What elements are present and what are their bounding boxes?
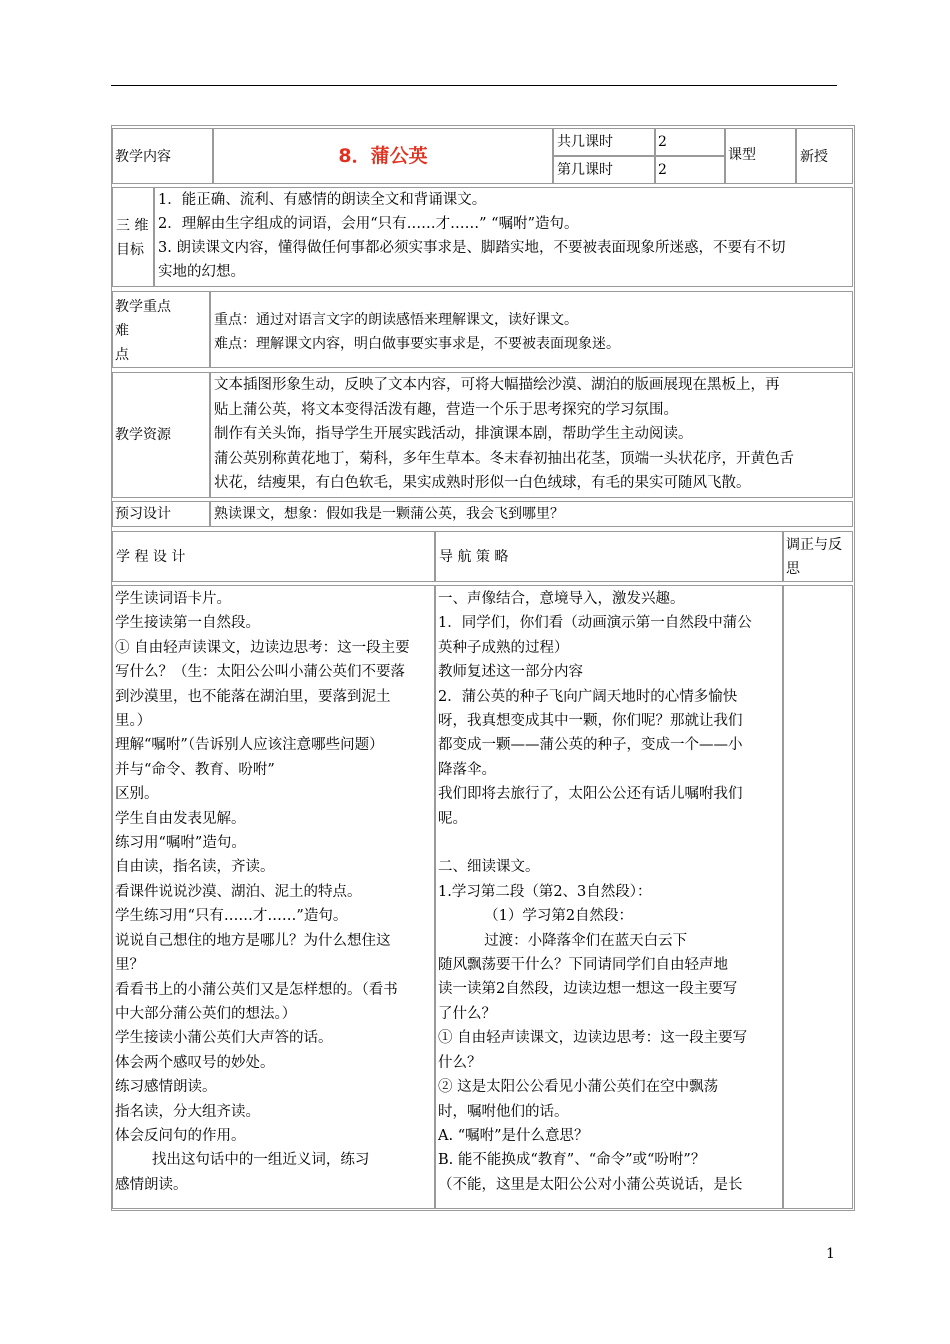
strategy-line: （不能，这里是太阳公公对小蒲公英说话，是长 <box>438 1176 743 1193</box>
type-value: 新授 <box>800 149 828 165</box>
preview-text: 熟读课文，想象：假如我是一颗蒲公英，我会飞到哪里？ <box>214 506 564 522</box>
reflection-header-cell <box>783 531 853 582</box>
header-rule <box>111 85 837 86</box>
strategy-line: 呢。 <box>438 810 467 827</box>
reflection-header-line2: 思 <box>786 561 800 577</box>
lesson-no-value-cell <box>655 156 725 184</box>
total-lessons-value-cell <box>655 128 725 156</box>
resources-label-cell <box>112 372 210 498</box>
learning-line: 练习感情朗读。 <box>115 1079 217 1096</box>
learning-line: 学生接读第一自然段。 <box>115 615 260 632</box>
type-label: 课型 <box>728 147 756 163</box>
reflection-column <box>783 585 853 1209</box>
focus-content-cell <box>210 291 853 368</box>
strategy-line <box>438 831 782 855</box>
learning-line: 练习用“嘱咐”造句。 <box>115 835 246 852</box>
goal-item: 实地的幻想。 <box>158 264 245 280</box>
goal-item: 2．理解由生字组成的词语，会用“只有……才……” “嘱咐”造句。 <box>158 216 579 232</box>
lesson-no-label-cell <box>553 156 655 184</box>
learning-line: 体会两个感叹号的妙处。 <box>115 1054 275 1071</box>
strategy-line: 呀，我真想变成其中一颗，你们呢？那就让我们 <box>438 713 743 730</box>
learning-header-cell <box>112 531 435 582</box>
strategy-line: 了什么？ <box>438 1005 496 1022</box>
learning-line: 学生练习用“只有……才……”造句。 <box>115 908 348 925</box>
focus-label-cell <box>112 291 210 368</box>
preview-label-cell <box>112 501 210 527</box>
learning-column <box>112 585 435 1209</box>
learning-line: 找出这句话中的一组近义词，练习 <box>115 1152 370 1169</box>
lesson-no-label: 第几课时 <box>557 162 613 178</box>
strategy-line: 读一读第2自然段，边读边想一想这一段主要写 <box>438 981 738 998</box>
focus-label-line1: 教学重点 <box>115 299 171 315</box>
learning-line: 感情朗读。 <box>115 1176 188 1193</box>
strategy-header-cell <box>435 531 783 582</box>
learning-line: ① 自由轻声读课文，边读边思考：这一段主要 <box>115 639 410 656</box>
learning-line: 自由读，指名读，齐读。 <box>115 859 275 876</box>
strategy-line: 英种子成熟的过程） <box>438 639 569 656</box>
resource-line: 蒲公英别称黄花地丁，菊科，多年生草本。冬末春初抽出花茎，顶端一头状花序，开黄色舌 <box>214 450 794 467</box>
learning-line: 到沙漠里，也不能落在湖泊里，要落到泥土 <box>115 688 391 705</box>
strategy-line: （1）学习第2自然段： <box>438 908 634 925</box>
strategy-line: B. 能不能换成“教育”、“命令”或“吩咐”？ <box>438 1152 706 1169</box>
strategy-line: 2．蒲公英的种子飞向广阔天地时的心情多愉快 <box>438 688 738 705</box>
page-number: 1 <box>826 1246 835 1262</box>
resource-line: 贴上蒲公英，将文本变得活泼有趣，营造一个乐于思考探究的学习氛围。 <box>214 401 678 418</box>
lesson-title: 8．蒲公英 <box>338 145 428 167</box>
reflection-header-line1: 调正与反 <box>786 537 842 553</box>
learning-line: 里。） <box>115 713 152 730</box>
learning-line: 学生读词语卡片。 <box>115 591 231 607</box>
learning-line: 说说自己想住的地方是哪儿？为什么想住这 <box>115 932 391 949</box>
strategy-line: ① 自由轻声读课文，边读边思考：这一段主要写 <box>438 1030 748 1047</box>
focus-difficulty: 难点：理解课文内容，明白做事要实事求是，不要被表面现象迷。 <box>214 336 620 352</box>
resource-line: 文本插图形象生动，反映了文本内容，可将大幅描绘沙漠、湖泊的版画展现在黑板上，再 <box>214 377 780 393</box>
strategy-line: 二、细读课文。 <box>438 859 540 876</box>
goals-content-cell <box>154 187 853 287</box>
learning-line: 看看书上的小蒲公英们又是怎样想的。（看书 <box>115 981 398 998</box>
resource-line: 制作有关头饰，指导学生开展实践活动，排演课本剧，帮助学生主动阅读。 <box>214 426 693 442</box>
content-label: 教学内容 <box>115 149 171 165</box>
learning-line: 写什么？（生：太阳公公叫小蒲公英们不要落 <box>115 664 405 681</box>
content-label-cell <box>112 128 213 184</box>
strategy-line: 什么？ <box>438 1054 482 1071</box>
focus-key: 重点：通过对语言文字的朗读感悟来理解课文，读好课文。 <box>214 312 578 328</box>
learning-line: 看课件说说沙漠、湖泊、泥土的特点。 <box>115 883 362 900</box>
learning-line: 指名读，分大组齐读。 <box>115 1103 260 1120</box>
focus-label-line2: 难 <box>115 323 129 339</box>
lesson-no-value: 2 <box>658 162 667 178</box>
strategy-line: 都变成一颗——蒲公英的种子，变成一个——小 <box>438 737 743 754</box>
learning-line: 理解“嘱咐”（告诉别人应该注意哪些问题） <box>115 737 384 754</box>
resources-content-cell <box>210 372 853 498</box>
type-value-cell <box>796 128 853 184</box>
type-label-cell <box>725 128 796 184</box>
strategy-line: 教师复述这一部分内容 <box>438 664 583 681</box>
strategy-line: 时，嘱咐他们的话。 <box>438 1103 569 1120</box>
learning-line: 学生接读小蒲公英们大声答的话。 <box>115 1030 333 1047</box>
total-lessons-value: 2 <box>658 134 667 150</box>
preview-content-cell <box>210 501 853 527</box>
preview-label: 预习设计 <box>115 506 171 522</box>
learning-header: 学 程 设 计 <box>116 549 186 565</box>
learning-line: 体会反问句的作用。 <box>115 1127 246 1144</box>
learning-line: 区别。 <box>115 786 159 803</box>
focus-label-line3: 点 <box>115 347 129 363</box>
strategy-line: ② 这是太阳公公看见小蒲公英们在空中飘荡 <box>438 1079 719 1096</box>
learning-line: 中大部分蒲公英们的想法。） <box>115 1005 297 1022</box>
resources-label: 教学资源 <box>115 427 171 443</box>
strategy-line: 一、声像结合，意境导入，激发兴趣。 <box>438 591 685 607</box>
lesson-title-cell <box>213 128 553 184</box>
strategy-line: A. “嘱咐”是什么意思？ <box>438 1127 589 1144</box>
learning-line: 学生自由发表见解。 <box>115 810 246 827</box>
goal-item: 3. 朗读课文内容，懂得做任何事都必须实事求是、脚踏实地，不要被表面现象所迷惑，不要有不切 <box>158 240 786 256</box>
goals-label-line1: 三 维 <box>116 218 149 234</box>
strategy-line: 降落伞。 <box>438 761 496 778</box>
strategy-line: 1.学习第二段（第2、3自然段）： <box>438 883 652 900</box>
strategy-column <box>435 585 783 1209</box>
strategy-line: 我们即将去旅行了，太阳公公还有话儿嘱咐我们 <box>438 786 743 803</box>
strategy-header: 导 航 策 略 <box>439 549 509 565</box>
total-lessons-label-cell <box>553 128 655 156</box>
learning-line: 里？ <box>115 957 144 974</box>
goal-item: 1．能正确、流利、有感情的朗读全文和背诵课文。 <box>158 192 487 208</box>
strategy-line: 过渡：小降落伞们在蓝天白云下 <box>438 932 688 949</box>
resource-line: 状花，结瘦果，有白色软毛，果实成熟时形似一白色绒球，有毛的果实可随风飞散。 <box>214 475 751 491</box>
goals-label-line2: 目标 <box>116 242 144 258</box>
strategy-line: 1．同学们，你们看（动画演示第一自然段中蒲公 <box>438 615 752 632</box>
learning-line: 并与“命令、教育、吩咐” <box>115 761 275 778</box>
strategy-line: 随风飘荡要干什么？下同请同学们自由轻声地 <box>438 957 728 974</box>
goals-label-cell <box>112 187 154 287</box>
total-lessons-label: 共几课时 <box>557 134 613 150</box>
